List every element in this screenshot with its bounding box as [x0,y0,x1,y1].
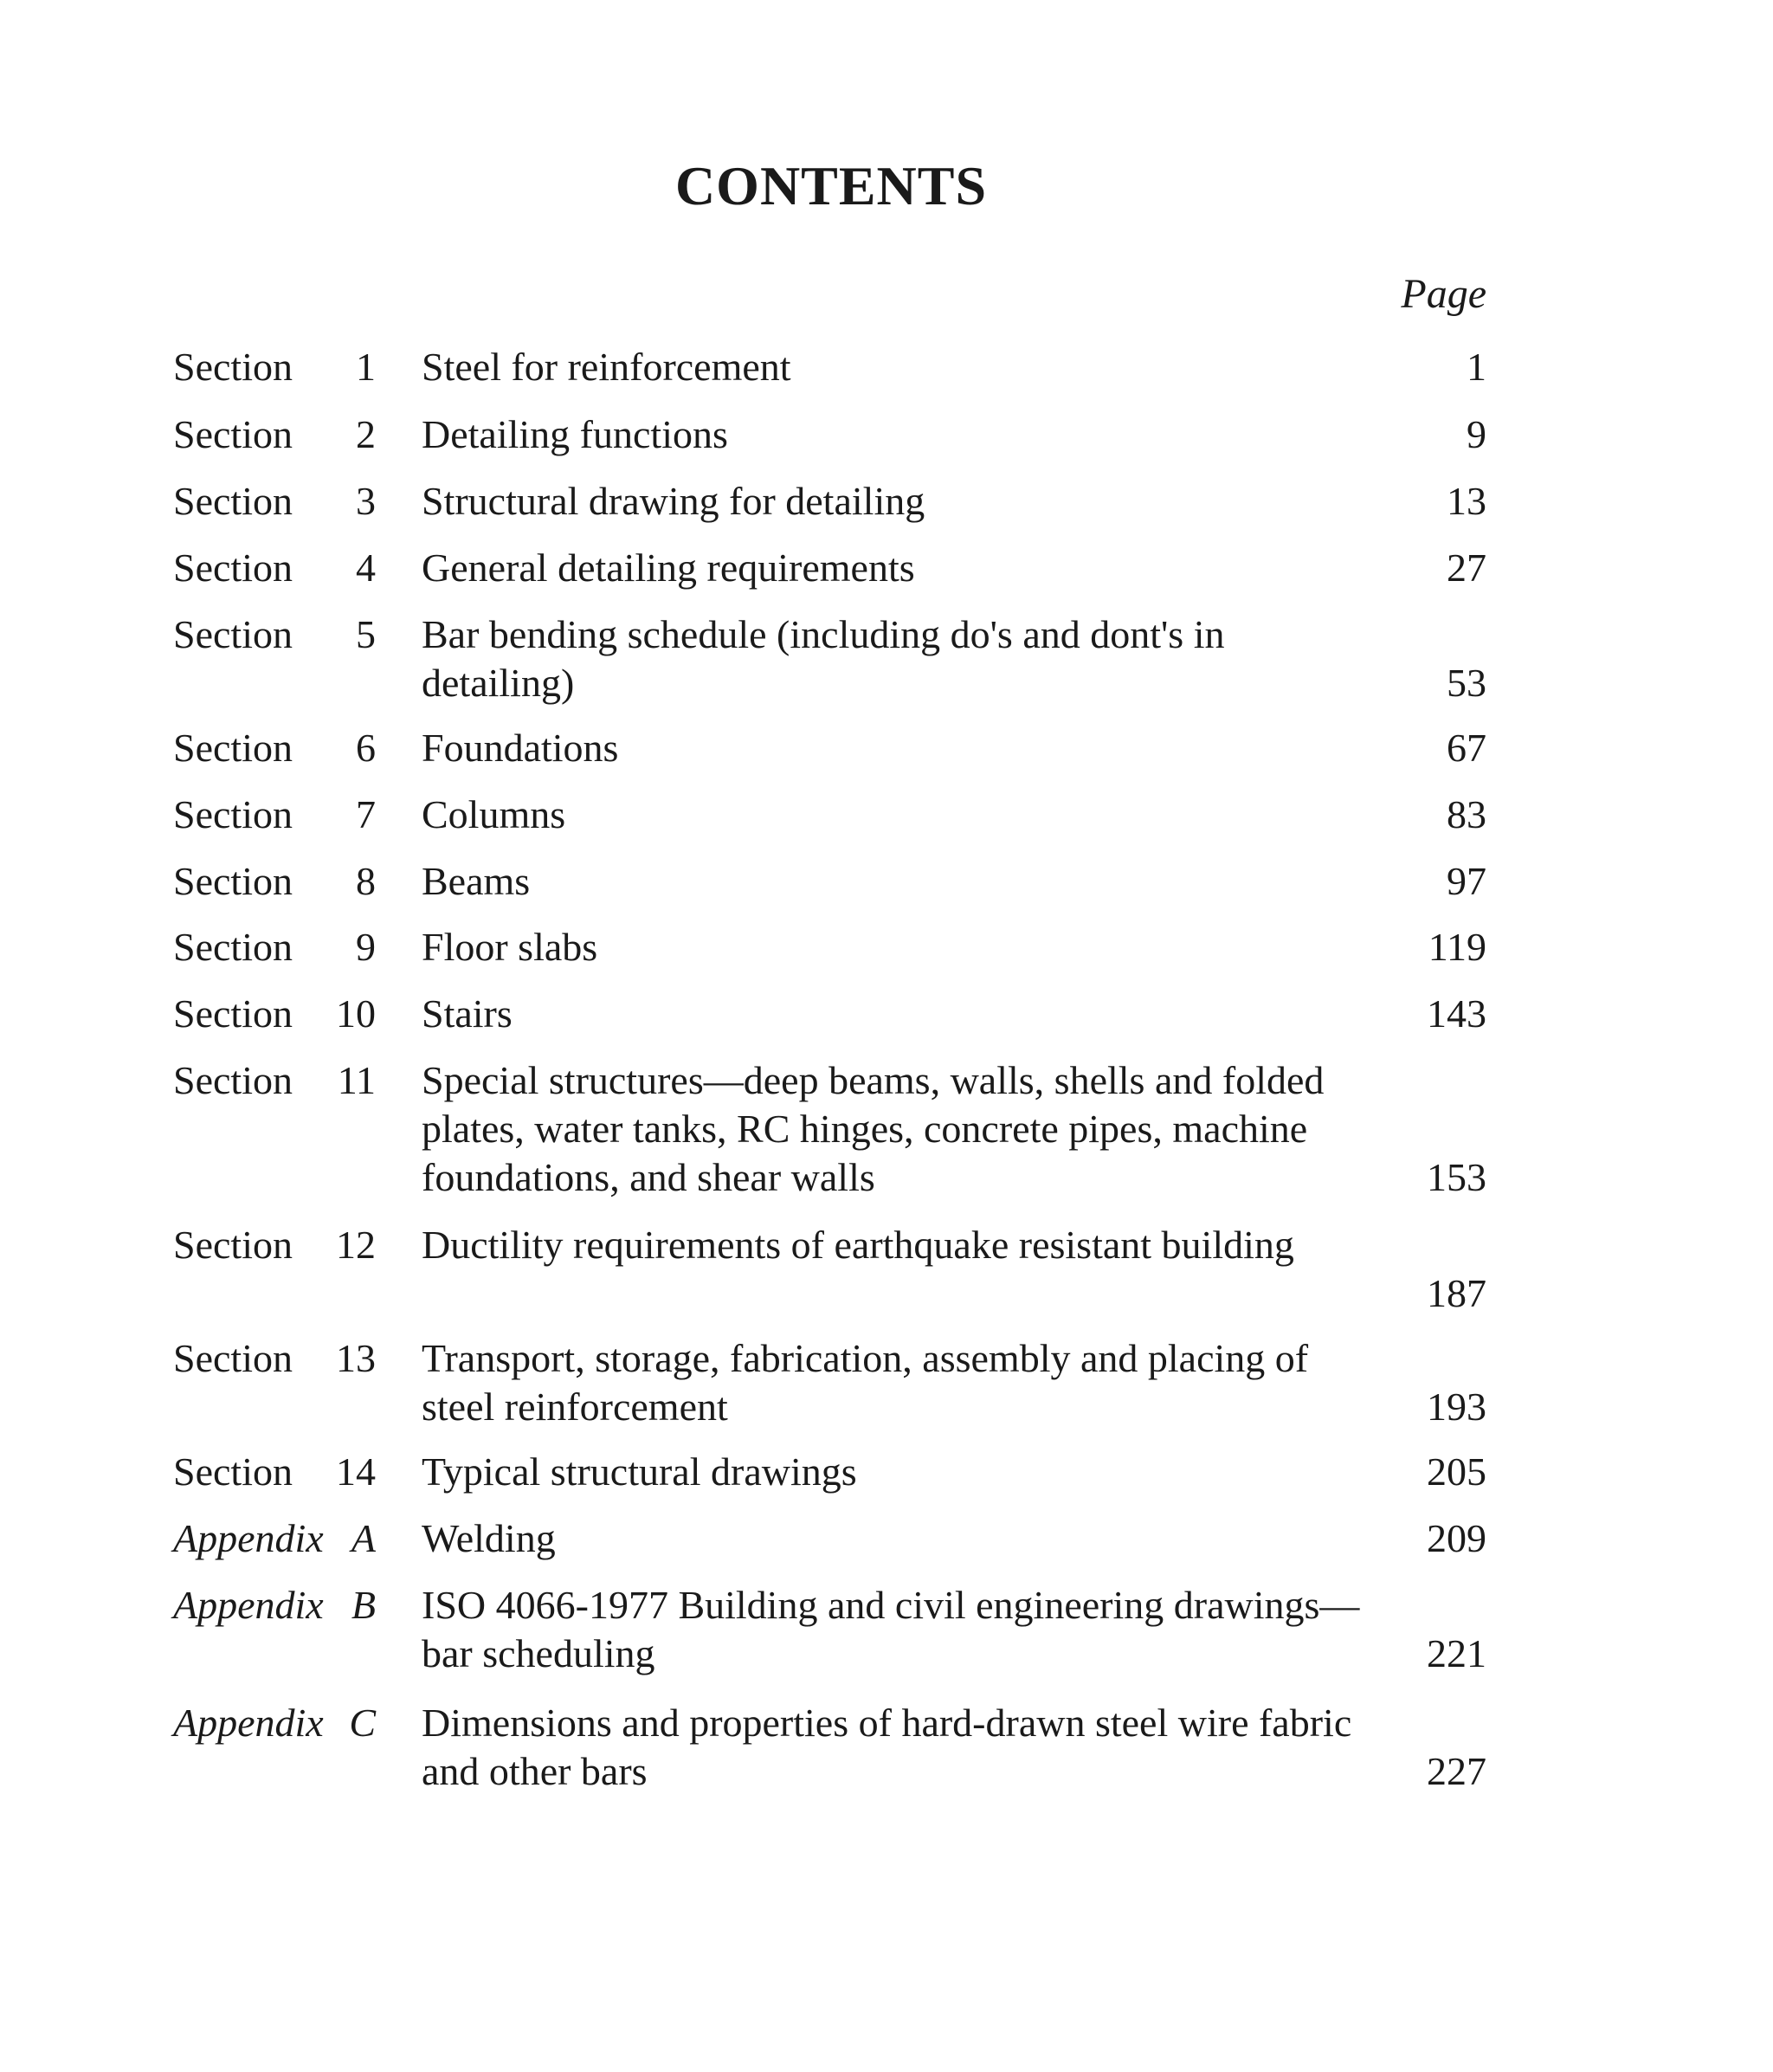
page-column-heading: Page [1401,271,1486,317]
document-page: CONTENTS Page Section 1 Steel for reinforcement 1 Section 2 Detailing functions 9 Section 3 Structural drawing for detailing 13 Section 4 General detailing requirements 27 Section 5 Bar bending schedule (including do's and dont's in detailing) 53 Section 6 Foundations 67 Section 7 Columns 83 Section 8 Beams 97 Section 9 Floor slabs 119 Section 10 Stairs 143 Section 11 Special structures—deep beams, walls, shells and folded plates, water tanks, RC hinges, concrete pipes, machine foundations, and shear walls 153 Section 12 Ductility requirements of earthquake resistant building 187 Section 13 Transport, storage, fabrication, assembly and placing of steel reinforcement 193 Section 14 Typical structural drawings 205 Appendix A Welding 209 Appendix B ISO 4066-1977 Building and civil engineering drawings—bar scheduling 221 Appendix C Dimensions and properties of hard-drawn steel wire fabric and other bars 227 [0,0,1773,2072]
entry-title: Floor slabs [422,925,598,969]
entry-page-number: 83 [1447,792,1486,836]
entry-title: Steel for reinforcement [422,345,791,389]
entry-title: General detailing requirements [422,545,915,590]
entry-title: Ductility requirements of earthquake resistant building [422,1223,1294,1267]
page-title: CONTENTS [674,155,988,216]
entry-title: Beams [422,859,531,903]
entry-title: Typical structural drawings [422,1449,857,1494]
entry-page-number: 13 [1447,479,1486,523]
entry-page-number: 97 [1447,859,1486,903]
entry-title: Stairs [422,991,513,1036]
entry-title: Columns [422,792,566,836]
entry-title: Detailing functions [422,412,728,456]
entry-title: ISO 4066-1977 Building and civil engineering drawings—bar scheduling [422,1583,1360,1675]
entry-title: Bar bending schedule (including do's and dont's in detailing) [422,612,1225,705]
entry-page-number: 187 [1427,1271,1486,1315]
entry-page-number: 119 [1428,925,1486,969]
entry-page-number: 67 [1447,726,1486,770]
entry-title: Dimensions and properties of hard-drawn steel wire fabric and other bars [422,1701,1352,1793]
entry-page-number: 227 [1427,1749,1486,1793]
entry-title: Special structures—deep beams, walls, shells and folded plates, water tanks, RC hinges, concrete pipes, machine foundations, and shear walls [422,1058,1325,1199]
entry-page-number: 143 [1427,991,1486,1036]
entry-page-number: 27 [1447,545,1486,590]
entry-page-number: 53 [1447,661,1486,705]
entry-page-number: 1 [1467,345,1486,389]
entry-page-number: 9 [1467,412,1486,456]
entry-page-number: 205 [1427,1449,1486,1494]
entry-page-number: 193 [1427,1385,1486,1429]
entry-page-number: 209 [1427,1516,1486,1560]
entry-page-number: 153 [1427,1155,1486,1199]
entry-page-number: 221 [1427,1631,1486,1675]
entry-title: Welding [422,1516,556,1560]
entry-title: Foundations [422,726,619,770]
entry-title: Structural drawing for detailing [422,479,925,523]
entry-title: Transport, storage, fabrication, assembly and placing of steel reinforcement [422,1336,1309,1429]
